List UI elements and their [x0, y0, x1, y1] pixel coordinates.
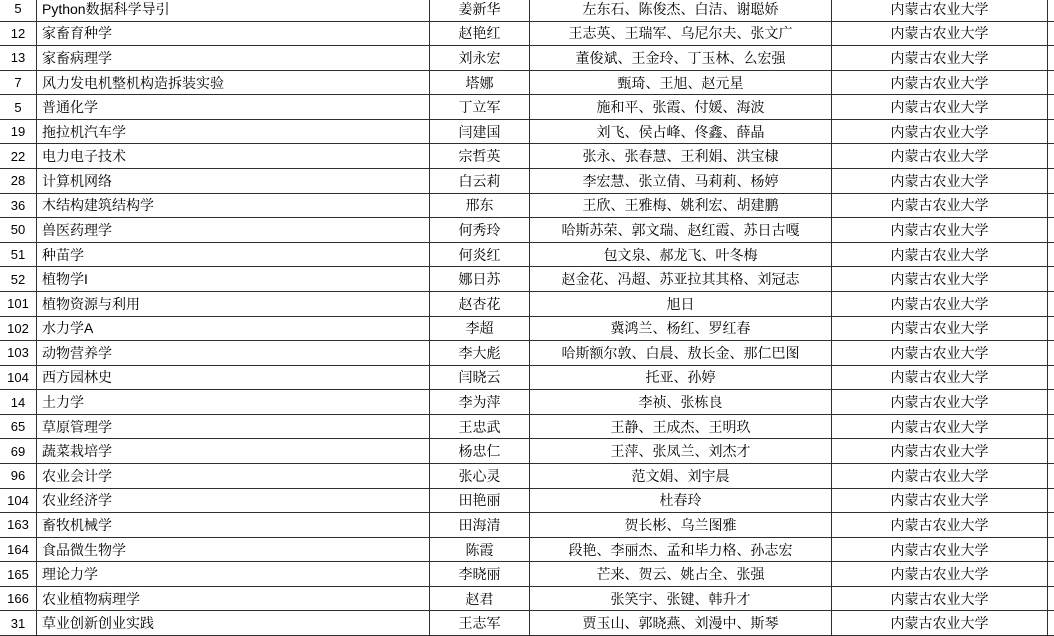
table-row	[0, 169, 1054, 194]
course-name-cell[interactable]: 家畜育种学	[37, 22, 430, 46]
university-cell[interactable]: 内蒙古农业大学	[832, 144, 1048, 168]
row-number-cell[interactable]: 165	[0, 562, 37, 586]
instructor-cell[interactable]: 李大彪	[430, 341, 530, 365]
university-cell[interactable]: 内蒙古农业大学	[832, 439, 1048, 463]
instructor-cell[interactable]: 李晓丽	[430, 562, 530, 586]
edge-sliver-cell	[1048, 317, 1054, 341]
co-instructors-cell[interactable]: 贺长彬、乌兰图雅	[530, 513, 832, 537]
university-cell[interactable]: 内蒙古农业大学	[832, 341, 1048, 365]
university-cell[interactable]: 内蒙古农业大学	[832, 415, 1048, 439]
table-row	[0, 243, 1054, 268]
table-row	[0, 95, 1054, 120]
edge-sliver-cell	[1048, 292, 1054, 316]
co-instructors-cell[interactable]: 甄琦、王旭、赵元星	[530, 71, 832, 95]
row-number-cell[interactable]: 50	[0, 218, 37, 242]
co-instructors-cell[interactable]: 旭日	[530, 292, 832, 316]
table-row	[0, 439, 1054, 464]
instructor-cell[interactable]: 何秀玲	[430, 218, 530, 242]
edge-sliver-cell	[1048, 267, 1054, 291]
university-cell[interactable]: 内蒙古农业大学	[832, 317, 1048, 341]
co-instructors-cell[interactable]: 托亚、孙婷	[530, 366, 832, 390]
edge-sliver-cell	[1048, 194, 1054, 218]
row-number-cell[interactable]: 19	[0, 120, 37, 144]
row-number-cell[interactable]: 7	[0, 71, 37, 95]
table-row	[0, 587, 1054, 612]
instructor-cell[interactable]: 姜新华	[430, 0, 530, 21]
university-cell[interactable]: 内蒙古农业大学	[832, 513, 1048, 537]
row-number-cell[interactable]: 96	[0, 464, 37, 488]
instructor-cell[interactable]: 娜日苏	[430, 267, 530, 291]
university-cell[interactable]: 内蒙古农业大学	[832, 46, 1048, 70]
course-name-cell[interactable]: 植物学I	[37, 267, 430, 291]
university-cell[interactable]: 内蒙古农业大学	[832, 562, 1048, 586]
edge-sliver-cell	[1048, 341, 1054, 365]
co-instructors-cell[interactable]: 范文娟、刘宇晨	[530, 464, 832, 488]
row-number-cell[interactable]: 12	[0, 22, 37, 46]
course-name-cell[interactable]: 草业创新创业实践	[37, 611, 430, 635]
co-instructors-cell[interactable]: 芒来、贺云、姚占全、张强	[530, 562, 832, 586]
edge-sliver-cell	[1048, 218, 1054, 242]
table-row	[0, 611, 1054, 636]
instructor-cell[interactable]: 李为萍	[430, 390, 530, 414]
table-row	[0, 218, 1054, 243]
instructor-cell[interactable]: 赵艳红	[430, 22, 530, 46]
edge-sliver-cell	[1048, 144, 1054, 168]
table-row	[0, 489, 1054, 514]
row-number-cell[interactable]: 104	[0, 489, 37, 513]
instructor-cell[interactable]: 丁立军	[430, 95, 530, 119]
co-instructors-cell[interactable]: 施和平、张霞、付媛、海波	[530, 95, 832, 119]
co-instructors-cell[interactable]: 张笑宇、张键、韩升才	[530, 587, 832, 611]
instructor-cell[interactable]: 赵君	[430, 587, 530, 611]
co-instructors-cell[interactable]: 董俊斌、王金玲、丁玉林、么宏强	[530, 46, 832, 70]
row-number-cell[interactable]: 104	[0, 366, 37, 390]
row-number-cell[interactable]: 166	[0, 587, 37, 611]
co-instructors-cell[interactable]: 贾玉山、郭晓燕、刘漫中、斯琴	[530, 611, 832, 635]
edge-sliver-cell	[1048, 587, 1054, 611]
edge-sliver-cell	[1048, 95, 1054, 119]
course-name-cell[interactable]: 种苗学	[37, 243, 430, 267]
co-instructors-cell[interactable]: 刘飞、侯占峰、佟鑫、薛晶	[530, 120, 832, 144]
table-row	[0, 71, 1054, 96]
university-cell[interactable]: 内蒙古农业大学	[832, 366, 1048, 390]
table-row	[0, 144, 1054, 169]
row-number-cell[interactable]: 52	[0, 267, 37, 291]
university-cell[interactable]: 内蒙古农业大学	[832, 0, 1048, 21]
edge-sliver-cell	[1048, 538, 1054, 562]
course-name-cell[interactable]: 木结构建筑结构学	[37, 194, 430, 218]
university-cell[interactable]: 内蒙古农业大学	[832, 292, 1048, 316]
row-number-cell[interactable]: 22	[0, 144, 37, 168]
row-number-cell[interactable]: 5	[0, 0, 37, 21]
university-cell[interactable]: 内蒙古农业大学	[832, 95, 1048, 119]
edge-sliver-cell	[1048, 169, 1054, 193]
row-number-cell[interactable]: 101	[0, 292, 37, 316]
table-row	[0, 341, 1054, 366]
university-cell[interactable]: 内蒙古农业大学	[832, 194, 1048, 218]
row-number-cell[interactable]: 69	[0, 439, 37, 463]
co-instructors-cell[interactable]: 王志英、王瑞军、乌尼尔夫、张文广	[530, 22, 832, 46]
co-instructors-cell[interactable]: 包文泉、郝龙飞、叶冬梅	[530, 243, 832, 267]
edge-sliver-cell	[1048, 71, 1054, 95]
row-number-cell[interactable]: 14	[0, 390, 37, 414]
table-row	[0, 267, 1054, 292]
table-row	[0, 464, 1054, 489]
university-cell[interactable]: 内蒙古农业大学	[832, 22, 1048, 46]
instructor-cell[interactable]: 田艳丽	[430, 489, 530, 513]
university-cell[interactable]: 内蒙古农业大学	[832, 464, 1048, 488]
edge-sliver-cell	[1048, 439, 1054, 463]
table-row	[0, 194, 1054, 219]
instructor-cell[interactable]: 何炎红	[430, 243, 530, 267]
row-number-cell[interactable]: 31	[0, 611, 37, 635]
instructor-cell[interactable]: 宗哲英	[430, 144, 530, 168]
table-row	[0, 46, 1054, 71]
row-number-cell[interactable]: 65	[0, 415, 37, 439]
university-cell[interactable]: 内蒙古农业大学	[832, 587, 1048, 611]
co-instructors-cell[interactable]: 左东石、陈俊杰、白洁、谢聪娇	[530, 0, 832, 21]
table-row	[0, 292, 1054, 317]
university-cell[interactable]: 内蒙古农业大学	[832, 169, 1048, 193]
co-instructors-cell[interactable]: 王静、王成杰、王明玖	[530, 415, 832, 439]
edge-sliver-cell	[1048, 46, 1054, 70]
university-cell[interactable]: 内蒙古农业大学	[832, 267, 1048, 291]
row-number-cell[interactable]: 102	[0, 317, 37, 341]
course-name-cell[interactable]: 兽医药理学	[37, 218, 430, 242]
university-cell[interactable]: 内蒙古农业大学	[832, 71, 1048, 95]
table-row	[0, 562, 1054, 587]
row-number-cell[interactable]: 36	[0, 194, 37, 218]
instructor-cell[interactable]: 李超	[430, 317, 530, 341]
instructor-cell[interactable]: 白云莉	[430, 169, 530, 193]
course-name-cell[interactable]: 食品微生物学	[37, 538, 430, 562]
table-row	[0, 415, 1054, 440]
edge-sliver-cell	[1048, 0, 1054, 21]
instructor-cell[interactable]: 王志军	[430, 611, 530, 635]
edge-sliver-cell	[1048, 243, 1054, 267]
instructor-cell[interactable]: 闫晓云	[430, 366, 530, 390]
course-name-cell[interactable]: 西方园林史	[37, 366, 430, 390]
co-instructors-cell[interactable]: 杜春玲	[530, 489, 832, 513]
university-cell[interactable]: 内蒙古农业大学	[832, 218, 1048, 242]
course-name-cell[interactable]: 农业植物病理学	[37, 587, 430, 611]
row-number-cell[interactable]: 28	[0, 169, 37, 193]
co-instructors-cell[interactable]: 冀鸿兰、杨红、罗红春	[530, 317, 832, 341]
instructor-cell[interactable]: 王忠武	[430, 415, 530, 439]
row-number-cell[interactable]: 13	[0, 46, 37, 70]
university-cell[interactable]: 内蒙古农业大学	[832, 611, 1048, 635]
university-cell[interactable]: 内蒙古农业大学	[832, 489, 1048, 513]
edge-sliver-cell	[1048, 611, 1054, 635]
course-name-cell[interactable]: 风力发电机整机构造拆装实验	[37, 71, 430, 95]
table-row	[0, 22, 1054, 47]
co-instructors-cell[interactable]: 李宏慧、张立倩、马莉莉、杨婷	[530, 169, 832, 193]
university-cell[interactable]: 内蒙古农业大学	[832, 120, 1048, 144]
edge-sliver-cell	[1048, 489, 1054, 513]
university-cell[interactable]: 内蒙古农业大学	[832, 538, 1048, 562]
university-cell[interactable]: 内蒙古农业大学	[832, 243, 1048, 267]
row-number-cell[interactable]: 163	[0, 513, 37, 537]
course-name-cell[interactable]: 普通化学	[37, 95, 430, 119]
edge-sliver-cell	[1048, 562, 1054, 586]
table-row	[0, 317, 1054, 342]
row-number-cell[interactable]: 5	[0, 95, 37, 119]
university-cell[interactable]: 内蒙古农业大学	[832, 390, 1048, 414]
co-instructors-cell[interactable]: 李祯、张栋良	[530, 390, 832, 414]
instructor-cell[interactable]: 邢东	[430, 194, 530, 218]
edge-sliver-cell	[1048, 366, 1054, 390]
table-row	[0, 390, 1054, 415]
co-instructors-cell[interactable]: 张永、张春慧、王利娟、洪宝棣	[530, 144, 832, 168]
edge-sliver-cell	[1048, 415, 1054, 439]
table-row	[0, 366, 1054, 391]
course-name-cell[interactable]: 电力电子技术	[37, 144, 430, 168]
table-row	[0, 538, 1054, 563]
course-name-cell[interactable]: 水力学A	[37, 317, 430, 341]
course-name-cell[interactable]: Python数据科学导引	[37, 0, 430, 21]
course-name-cell[interactable]: 计算机网络	[37, 169, 430, 193]
co-instructors-cell[interactable]: 哈斯额尔敦、白晨、敖长金、那仁巴图	[530, 341, 832, 365]
instructor-cell[interactable]: 闫建国	[430, 120, 530, 144]
edge-sliver-cell	[1048, 513, 1054, 537]
edge-sliver-cell	[1048, 464, 1054, 488]
row-number-cell[interactable]: 164	[0, 538, 37, 562]
table-row	[0, 0, 1054, 22]
co-instructors-cell[interactable]: 段艳、李丽杰、孟和毕力格、孙志宏	[530, 538, 832, 562]
co-instructors-cell[interactable]: 王欣、王雅梅、姚利宏、胡建鹏	[530, 194, 832, 218]
instructor-cell[interactable]: 田海清	[430, 513, 530, 537]
instructor-cell[interactable]: 刘永宏	[430, 46, 530, 70]
course-name-cell[interactable]: 拖拉机汽车学	[37, 120, 430, 144]
course-name-cell[interactable]: 农业经济学	[37, 489, 430, 513]
co-instructors-cell[interactable]: 赵金花、冯超、苏亚拉其其格、刘冠志	[530, 267, 832, 291]
row-number-cell[interactable]: 51	[0, 243, 37, 267]
edge-sliver-cell	[1048, 22, 1054, 46]
instructor-cell[interactable]: 杨忠仁	[430, 439, 530, 463]
co-instructors-cell[interactable]: 哈斯苏荣、郭文瑞、赵红霞、苏日古嘎	[530, 218, 832, 242]
co-instructors-cell[interactable]: 王萍、张凤兰、刘杰才	[530, 439, 832, 463]
edge-sliver-cell	[1048, 120, 1054, 144]
instructor-cell[interactable]: 塔娜	[430, 71, 530, 95]
course-name-cell[interactable]: 家畜病理学	[37, 46, 430, 70]
instructor-cell[interactable]: 张心灵	[430, 464, 530, 488]
course-name-cell[interactable]: 农业会计学	[37, 464, 430, 488]
course-name-cell[interactable]: 动物营养学	[37, 341, 430, 365]
course-name-cell[interactable]: 植物资源与利用	[37, 292, 430, 316]
row-number-cell[interactable]: 103	[0, 341, 37, 365]
course-name-cell[interactable]: 草原管理学	[37, 415, 430, 439]
course-name-cell[interactable]: 理论力学	[37, 562, 430, 586]
instructor-cell[interactable]: 赵杏花	[430, 292, 530, 316]
course-name-cell[interactable]: 蔬菜栽培学	[37, 439, 430, 463]
course-name-cell[interactable]: 畜牧机械学	[37, 513, 430, 537]
instructor-cell[interactable]: 陈霞	[430, 538, 530, 562]
table-row	[0, 120, 1054, 145]
table-row	[0, 513, 1054, 538]
course-name-cell[interactable]: 土力学	[37, 390, 430, 414]
edge-sliver-cell	[1048, 390, 1054, 414]
